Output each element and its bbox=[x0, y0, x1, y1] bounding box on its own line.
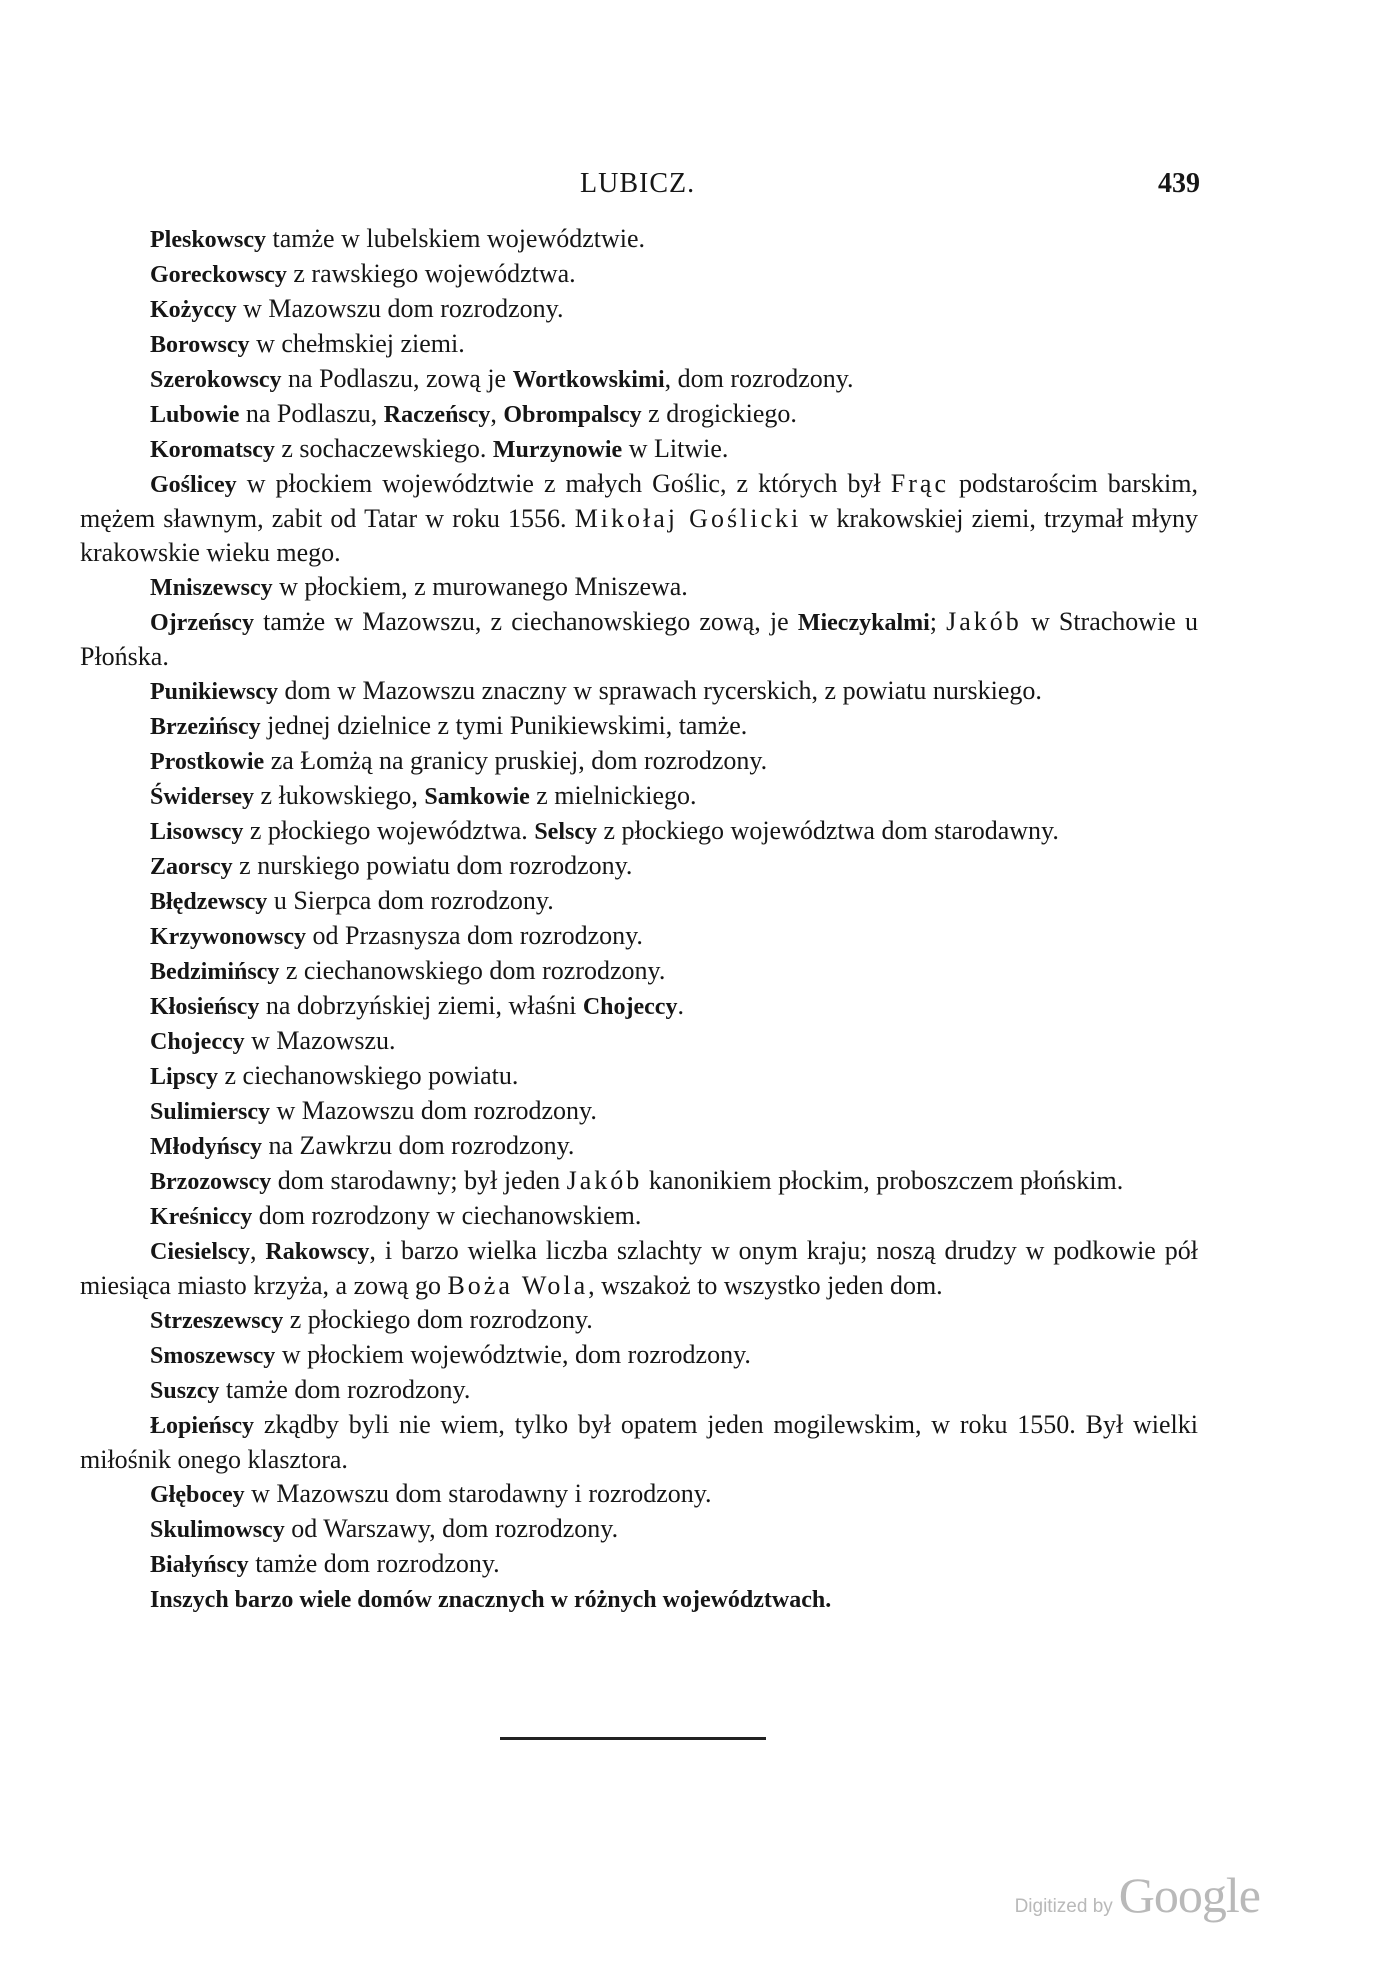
entry-paragraph bbox=[80, 327, 1198, 362]
entry-paragraph bbox=[80, 1373, 1198, 1408]
running-title: LUBICZ. bbox=[580, 168, 696, 199]
entry-paragraph bbox=[80, 919, 1198, 954]
family-name: Selscy bbox=[534, 819, 597, 845]
family-name: Strzeszewscy bbox=[150, 1308, 284, 1334]
family-name: Ojrzeńscy bbox=[150, 610, 254, 636]
entry-text: , bbox=[249, 1236, 266, 1265]
entry-text: z mielnickiego. bbox=[529, 781, 697, 810]
entry-paragraph bbox=[80, 1024, 1198, 1059]
spaced-name: Mikołaj Goślicki bbox=[574, 504, 802, 533]
entry-text: . bbox=[677, 991, 684, 1020]
family-name: Łopieńscy bbox=[150, 1413, 255, 1439]
entry-text: z rawskiego województwa. bbox=[286, 259, 576, 288]
family-name: Pleskowscy bbox=[150, 227, 266, 253]
entry-text: , i barzo wielka liczba szlachty w onym kraju; noszą drudzy w podkowie pół miesiąca miasto krzyża, a zową go bbox=[80, 1236, 1198, 1300]
entry-text: dom rozrodzony w ciechanowskiem. bbox=[252, 1201, 642, 1230]
family-name: Szerokowscy bbox=[150, 367, 282, 393]
family-name: Goślicey bbox=[150, 472, 237, 498]
entry-text: , bbox=[490, 399, 504, 428]
family-name: Chojeccy bbox=[150, 1029, 245, 1055]
spaced-name: Jakób bbox=[566, 1166, 643, 1195]
family-name: Świdersey bbox=[150, 784, 254, 810]
entry-paragraph bbox=[80, 362, 1198, 397]
entry-text: , wszakoż to wszystko jeden dom. bbox=[588, 1271, 943, 1300]
entry-text: w płockiem, z murowanego Mniszewa. bbox=[272, 572, 688, 601]
entry-paragraph bbox=[80, 222, 1198, 257]
family-name: Suszcy bbox=[150, 1378, 220, 1404]
entry-paragraph bbox=[80, 849, 1198, 884]
entry-paragraph bbox=[80, 1164, 1198, 1199]
entry-text: z płockiego dom rozrodzony. bbox=[283, 1305, 593, 1334]
entry-paragraph bbox=[80, 709, 1198, 744]
family-name: Białyńscy bbox=[150, 1552, 249, 1578]
entry-text: jednej dzielnice z tymi Punikiewskimi, tamże. bbox=[260, 711, 748, 740]
spaced-name: Jakób bbox=[946, 607, 1022, 636]
entry-paragraph bbox=[80, 1059, 1198, 1094]
entry-paragraph bbox=[80, 954, 1198, 989]
family-name: Murzynowie bbox=[492, 437, 623, 463]
entry-paragraph bbox=[80, 779, 1198, 814]
entry-text: z drogickiego. bbox=[641, 399, 797, 428]
entry-text: w chełmskiej ziemi. bbox=[249, 329, 465, 358]
entry-text: od Przasnysza dom rozrodzony. bbox=[305, 921, 643, 950]
entry-text: w Litwie. bbox=[622, 434, 729, 463]
entry-paragraph bbox=[80, 1338, 1198, 1373]
entry-paragraph bbox=[80, 1477, 1198, 1512]
entry-text: na Podlaszu, zową je bbox=[281, 364, 513, 393]
entry-text: w Mazowszu dom rozrodzony. bbox=[270, 1096, 597, 1125]
entry-text: z płockiego województwa. bbox=[243, 816, 535, 845]
entry-text: z łukowskiego, bbox=[254, 781, 425, 810]
entry-paragraph bbox=[80, 570, 1198, 605]
family-name: Lubowie bbox=[150, 402, 240, 428]
entry-paragraph bbox=[80, 1512, 1198, 1547]
entry-paragraph bbox=[80, 467, 1198, 570]
family-name: Chojeccy bbox=[582, 994, 678, 1020]
entry-paragraph bbox=[80, 432, 1198, 467]
entry-text: z sochaczewskiego. bbox=[274, 434, 493, 463]
entry-text: , dom rozrodzony. bbox=[664, 364, 854, 393]
family-name: Sulimierscy bbox=[150, 1099, 270, 1125]
body-text bbox=[80, 222, 1198, 1617]
entry-paragraph bbox=[80, 292, 1198, 327]
family-name: Brzozowscy bbox=[150, 1169, 272, 1195]
family-name: Lipscy bbox=[150, 1064, 219, 1090]
family-name: Brzezińscy bbox=[150, 714, 261, 740]
family-name: Kożyccy bbox=[150, 297, 237, 323]
page-number: 439 bbox=[1158, 168, 1200, 199]
entry-text: dom w Mazowszu znaczny w sprawach rycerskich, z powiatu nurskiego. bbox=[278, 676, 1042, 705]
entry-paragraph bbox=[80, 1234, 1198, 1303]
entry-paragraph bbox=[80, 989, 1198, 1024]
closing-rule bbox=[500, 1737, 766, 1740]
entry-text: za Łomżą na granicy pruskiej, dom rozrodzony. bbox=[264, 746, 768, 775]
entry-text: z ciechanowskiego powiatu. bbox=[218, 1061, 519, 1090]
entry-text: u Sierpca dom rozrodzony. bbox=[267, 886, 554, 915]
entry-paragraph bbox=[80, 1199, 1198, 1234]
family-name: Raczeńscy bbox=[383, 402, 491, 428]
family-name: Skulimowscy bbox=[150, 1517, 285, 1543]
page-header bbox=[80, 168, 1200, 208]
family-name: Ciesielscy bbox=[150, 1239, 250, 1265]
spaced-name: Frąc bbox=[890, 469, 949, 498]
watermark-prefix: Digitized by bbox=[1014, 1896, 1113, 1917]
entry-text: w płockiem województwie, dom rozrodzony. bbox=[275, 1340, 751, 1369]
entry-text: dom starodawny; był jeden bbox=[271, 1166, 567, 1195]
entry-text: podstarościm barskim, mężem sławnym, zabit od Tatar w roku 1556. bbox=[80, 469, 1198, 533]
entry-paragraph bbox=[80, 884, 1198, 919]
entry-text: w Mazowszu. bbox=[244, 1026, 396, 1055]
family-name: Goreckowscy bbox=[150, 262, 287, 288]
family-name: Błędzewscy bbox=[150, 889, 268, 915]
family-name: Prostkowie bbox=[150, 749, 265, 775]
entry-text: ; bbox=[929, 607, 947, 636]
family-name: Głębocey bbox=[150, 1482, 245, 1508]
entry-paragraph bbox=[80, 1129, 1198, 1164]
entry-text: z ciechanowskiego dom rozrodzony. bbox=[279, 956, 666, 985]
google-logo: Google bbox=[1118, 1867, 1260, 1923]
entry-paragraph bbox=[80, 1094, 1198, 1129]
entry-paragraph bbox=[80, 1408, 1198, 1477]
family-name: Koromatscy bbox=[150, 437, 275, 463]
entry-text: na Podlaszu, bbox=[239, 399, 384, 428]
entry-text: na dobrzyńskiej ziemi, właśni bbox=[259, 991, 583, 1020]
entry-text: kanonikiem płockim, proboszczem płońskim. bbox=[642, 1166, 1124, 1195]
entry-text: z nurskiego powiatu dom rozrodzony. bbox=[232, 851, 633, 880]
family-name: Inszych barzo wiele domów znacznych w różnych województwach. bbox=[150, 1587, 832, 1613]
entry-paragraph bbox=[80, 257, 1198, 292]
family-name: Kreśniccy bbox=[150, 1204, 253, 1230]
entry-text: tamże w Mazowszu, z ciechanowskiego zową, je bbox=[253, 607, 798, 636]
entry-paragraph bbox=[80, 605, 1198, 674]
entry-paragraph bbox=[80, 397, 1198, 432]
entry-paragraph bbox=[80, 814, 1198, 849]
spaced-name: Boża Wola bbox=[447, 1271, 589, 1300]
family-name: Punikiewscy bbox=[150, 679, 279, 705]
family-name: Młodyńscy bbox=[150, 1134, 263, 1160]
entry-paragraph bbox=[80, 744, 1198, 779]
family-name: Lisowscy bbox=[150, 819, 244, 845]
entry-text: w płockiem województwie z małych Goślic, z których był bbox=[236, 469, 891, 498]
entry-paragraph bbox=[80, 1303, 1198, 1338]
family-name: Obrompalscy bbox=[503, 402, 642, 428]
family-name: Borowscy bbox=[150, 332, 250, 358]
entry-text: w Mazowszu dom rozrodzony. bbox=[236, 294, 564, 323]
entry-text: tamże w lubelskiem województwie. bbox=[266, 224, 646, 253]
entry-text: w Strachowie u Płońska. bbox=[80, 607, 1198, 671]
entry-text: w krakowskiej ziemi, trzymał młyny krakowskie wieku mego. bbox=[80, 504, 1198, 567]
entry-text: tamże dom rozrodzony. bbox=[248, 1549, 500, 1578]
family-name: Kłosieńscy bbox=[150, 994, 260, 1020]
entry-paragraph bbox=[80, 1582, 1198, 1617]
family-name: Samkowie bbox=[424, 784, 530, 810]
entry-paragraph bbox=[80, 1547, 1198, 1582]
entry-text: na Zawkrzu dom rozrodzony. bbox=[262, 1131, 575, 1160]
family-name: Wortkowskimi bbox=[512, 367, 665, 393]
family-name: Rakowscy bbox=[265, 1239, 370, 1265]
digitization-watermark bbox=[1015, 1866, 1260, 1924]
family-name: Krzywonowscy bbox=[150, 924, 306, 950]
entry-text: tamże dom rozrodzony. bbox=[219, 1375, 471, 1404]
entry-text: zkądby byli nie wiem, tylko był opatem jeden mogilewskim, w roku 1550. Był wielki miłośnik onego klasztora. bbox=[80, 1410, 1198, 1474]
family-name: Mniszewscy bbox=[150, 575, 273, 601]
entry-text: z płockiego województwa dom starodawny. bbox=[596, 816, 1059, 845]
family-name: Zaorscy bbox=[150, 854, 233, 880]
entry-text: od Warszawy, dom rozrodzony. bbox=[284, 1514, 619, 1543]
family-name: Bedzimińscy bbox=[150, 959, 280, 985]
family-name: Smoszewscy bbox=[150, 1343, 276, 1369]
entry-paragraph bbox=[80, 674, 1198, 709]
family-name: Mieczykalmi bbox=[797, 610, 930, 636]
entry-text: w Mazowszu dom starodawny i rozrodzony. bbox=[244, 1479, 712, 1508]
